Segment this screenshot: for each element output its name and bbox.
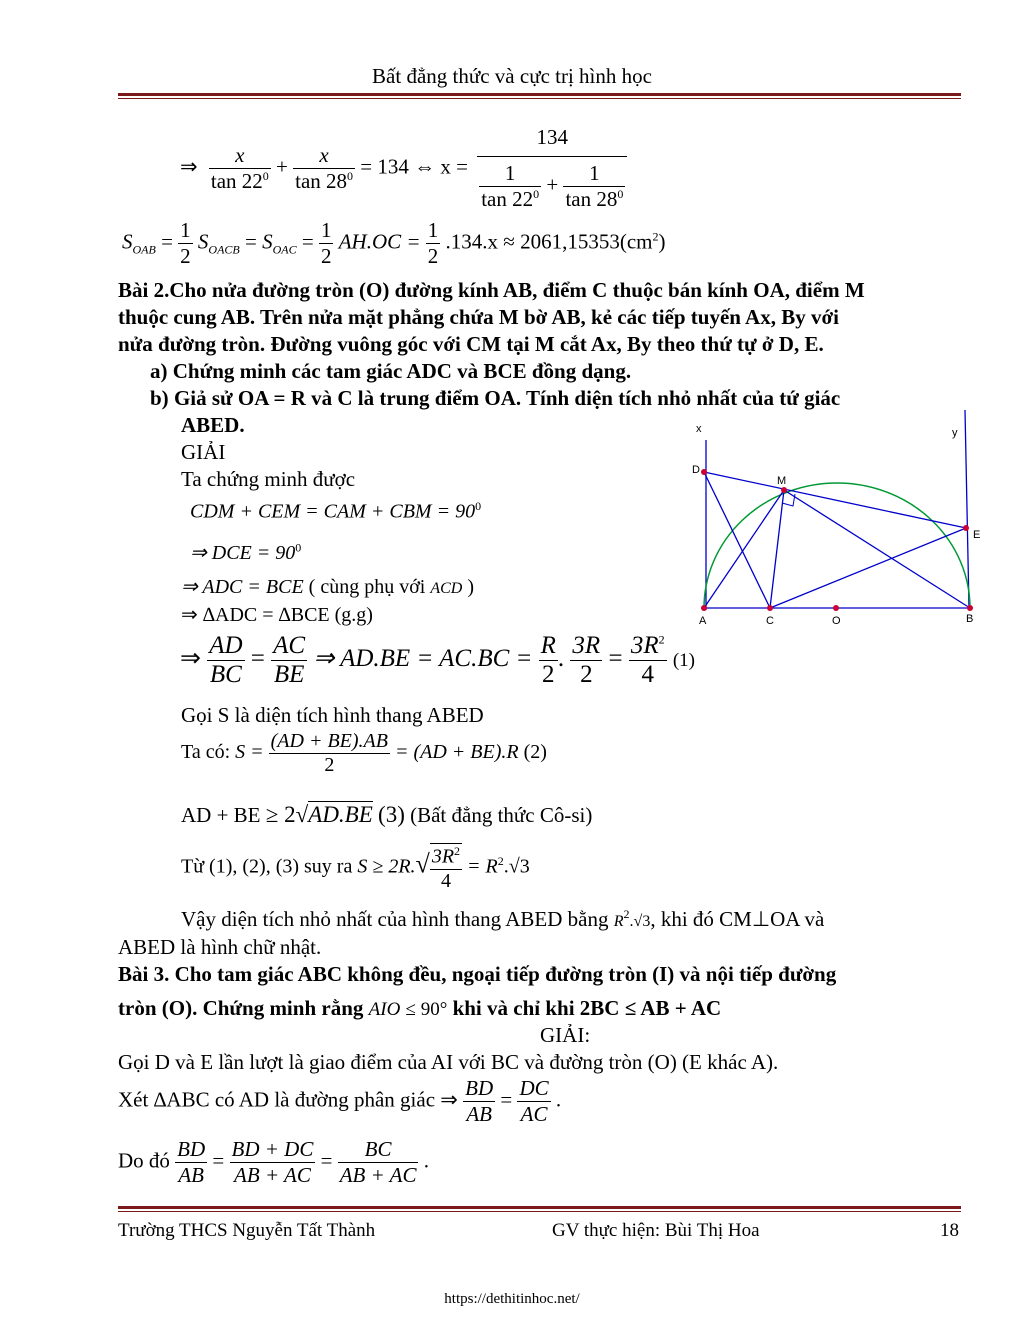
goi-s-text: Gọi S là diện tích hình thang ABED: [181, 703, 484, 727]
bai3-line-2: tròn (O). Chứng minh rằng AIO ≤ 90° khi và chỉ khi 2BC ≤ AB + AC: [118, 996, 722, 1020]
header-rule-thin: [118, 98, 961, 99]
footer-rule-thin: [118, 1211, 961, 1212]
geometry-figure: [690, 410, 990, 630]
label-e: E: [973, 529, 981, 541]
compound-fraction: 134 $\frac{1}{\tan 22^0}$ + $\frac{1}{\tan 28^0}$: [477, 125, 627, 212]
angle-sum-equation: CDM + CEM = CAM + CBM = $90^0$: [190, 499, 482, 523]
point-a: [701, 605, 707, 611]
bai2-giai-heading: GIẢI: [181, 440, 226, 464]
bai2-line-1: Bài 2.Cho nửa đường tròn (O) đường kính AB, điểm C thuộc bán kính OA, điểm M: [118, 278, 865, 302]
label-x: x: [696, 423, 702, 435]
adc-bce-equation: ⇒ ADC = BCE ( cùng phụ với ACD ): [181, 576, 475, 598]
bai2-part-a: a) Chứng minh các tam giác ADC và BCE đồng dạng.: [150, 359, 632, 383]
bai3-xet-line: Xét ∆ABC có AD là đường phân giác ⇒ $\frac{BD}{AB}$ = $\frac{DC}{AC}$ .: [118, 1076, 562, 1126]
footer-rule: [118, 1206, 961, 1209]
area-conclusion-cont: ABED là hình chữ nhật.: [118, 935, 322, 959]
bai3-dodo-line: Do đó $\frac{BD}{AB}$ = $\frac{BD + DC}{AB + AC}$ = $\frac{BC}{AB + AC}$ .: [118, 1137, 429, 1187]
fraction: $\frac{x}{\tan 28^0}$: [295, 143, 354, 193]
dce-equation: ⇒ DCE = $90^0$: [190, 540, 302, 564]
label-d: D: [692, 464, 700, 476]
page-header-title: Bất đẳng thức và cực trị hình học: [372, 64, 652, 88]
footer-teacher: GV thực hiện: Bùi Thị Hoa: [552, 1220, 760, 1241]
label-b: B: [966, 613, 974, 625]
footer-school: Trường THCS Nguyễn Tất Thành: [118, 1220, 376, 1241]
ratio-equation: ⇒ $\frac{AD}{BC}$ = $\frac{AC}{BE}$ ⇒ AD.BE = AC.BC = $\frac{R}{2}$ . $\frac{3R}{2}$ = $\frac{3R^2}{4}$ (1): [180, 632, 695, 688]
point-c: [767, 605, 773, 611]
footer-url-link[interactable]: https://dethitinhoc.net/: [444, 1291, 580, 1307]
cosi-inequality: AD + BE ≥ 2√AD.BE (3) (Bất đẳng thức Cô-si): [181, 802, 593, 827]
semicircle: [704, 483, 970, 608]
similar-triangles: ⇒ ∆ADC = ∆BCE (g.g): [181, 604, 373, 626]
label-c: C: [766, 615, 774, 627]
point-o: [833, 605, 839, 611]
point-e: [963, 525, 969, 531]
bai2-part-b-cont: ABED.: [181, 413, 245, 437]
label-o: O: [832, 615, 841, 627]
footer-page-number: 18: [940, 1220, 959, 1241]
label-y: y: [952, 427, 958, 439]
bai2-line-3: nửa đường tròn. Đường vuông góc với CM tại M cắt Ax, By theo thứ tự ở D, E.: [118, 332, 824, 356]
area-formula: Ta có: S = $\frac{(AD + BE).AB}{2}$ = (AD + BE).R (2): [181, 730, 547, 776]
bai2-ta-chung-minh: Ta chứng minh được: [181, 467, 356, 491]
area-conclusion: Vậy diện tích nhỏ nhất của hình thang ABED bằng $R^2.√3$, khi đó CM⊥OA và: [181, 907, 825, 931]
equation-1: ⇒ $\frac{x}{\tan 22^0}$ + $\frac{x}{\tan 28^0}$ = 134 ⇔ x = 134 $\frac{1}{\tan 22^0}$ + $\frac{1}{\tan 28^0}$: [180, 125, 627, 212]
line-dc: [704, 472, 770, 608]
bai2-part-b: b) Giả sử OA = R và C là trung điểm OA. Tính diện tích nhỏ nhất của tứ giác: [150, 386, 841, 410]
bai3-giai-heading: GIẢI:: [540, 1023, 591, 1047]
conclusion-inequality: Từ (1), (2), (3) suy ra S ≥ 2R.√ $\frac{3R^2}{4}$ = $R^2.√3$: [181, 844, 530, 892]
bai3-line-1: Bài 3. Cho tam giác ABC không đều, ngoại tiếp đường tròn (I) và nội tiếp đường: [118, 962, 837, 986]
label-a: A: [699, 615, 707, 627]
equation-2: $S_{OAB}$ = $\frac{1}{2}$ $S_{OACB} = S_{OAC}$ = $\frac{1}{2}$ AH.OC = $\frac{1}{2}$ $.134.x \approx 2061,15353(cm^2)$: [122, 218, 666, 268]
point-m: [781, 487, 787, 493]
bai3-goi-text: Gọi D và E lần lượt là giao điểm của AI với BC và đường tròn (O) (E khác A).: [118, 1050, 779, 1074]
label-m: M: [777, 475, 787, 487]
point-d: [701, 469, 707, 475]
header-rule: [118, 93, 961, 96]
point-b: [967, 605, 973, 611]
fraction: $\frac{x}{\tan 22^0}$: [210, 143, 269, 193]
bai2-line-2: thuộc cung AB. Trên nửa mặt phẳng chứa M bờ AB, kẻ các tiếp tuyến Ax, By với: [118, 305, 839, 329]
line-ce: [770, 528, 966, 608]
